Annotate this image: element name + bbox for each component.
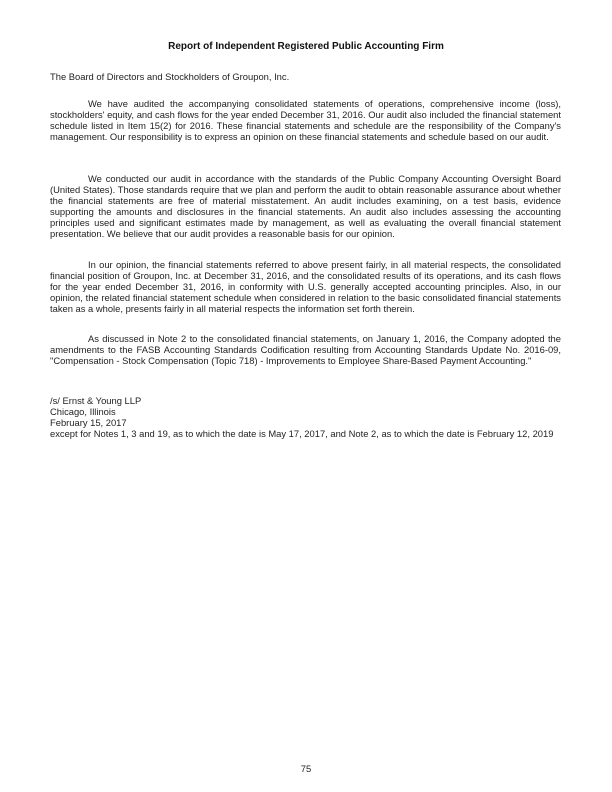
signature-firm: /s/ Ernst & Young LLP	[50, 395, 142, 406]
report-title: Report of Independent Registered Public Accounting Firm	[168, 41, 444, 52]
signature-date: February 15, 2017	[50, 417, 127, 428]
addressee: The Board of Directors and Stockholders of Groupon, Inc.	[50, 71, 290, 82]
paragraph-text: As discussed in Note 2 to the consolidated financial statements, on January 1, 2016, the Company adopted the amendments to the FASB Accounting Standards Codification resulting from Accounting Standards Update No. 2016-09, "Compensation - Stock Compensation (Topic 718) - Improvements to Employee Share-Based Payment Accounting."	[50, 333, 561, 366]
paragraph-text: We conducted our audit in accordance with the standards of the Public Company Accounting Oversight Board (United States). Those standards require that we plan and perform the audit to obtain reasonable assurance about whether the financial statements are free of material misstatement. An audit includes examining, on a test basis, evidence supporting the amounts and disclosures in the financial statements. An audit also includes assessing the accounting principles used and significant estimates made by management, as well as evaluating the overall financial statement presentation. We believe that our audit provides a reasonable basis for our opinion.	[50, 173, 561, 239]
paragraph-text: In our opinion, the financial statements referred to above present fairly, in all material respects, the consolidated financial position of Groupon, Inc. at December 31, 2016, and the consolidated results of its operations, and its cash flows for the year ended December 31, 2016, in conformity with U.S. generally accepted accounting principles. Also, in our opinion, the related financial statement schedule when considered in relation to the basic consolidated financial statements taken as a whole, presents fairly in all material respects the information set forth therein.	[50, 259, 561, 314]
signature-dual-dating: except for Notes 1, 3 and 19, as to which the date is May 17, 2017, and Note 2, as to which the date is February 12, 2019	[50, 428, 554, 439]
signature-block	[50, 395, 561, 439]
paragraph-text: We have audited the accompanying consolidated statements of operations, comprehensive income (loss), stockholders' equity, and cash flows for the year ended December 31, 2016. Our audit also included the financial statement schedule listed in Item 15(2) for 2016. These financial statements and schedule are the responsibility of the Company's management. Our responsibility is to express an opinion on these financial statements and schedule based on our audit.	[50, 98, 561, 142]
paragraph-note-2	[50, 333, 561, 366]
paragraph-audit-scope	[50, 98, 561, 142]
paragraph-opinion	[50, 259, 561, 314]
page-number: 75	[300, 763, 312, 774]
signature-location: Chicago, Illinois	[50, 406, 116, 417]
paragraph-audit-standards	[50, 173, 561, 239]
